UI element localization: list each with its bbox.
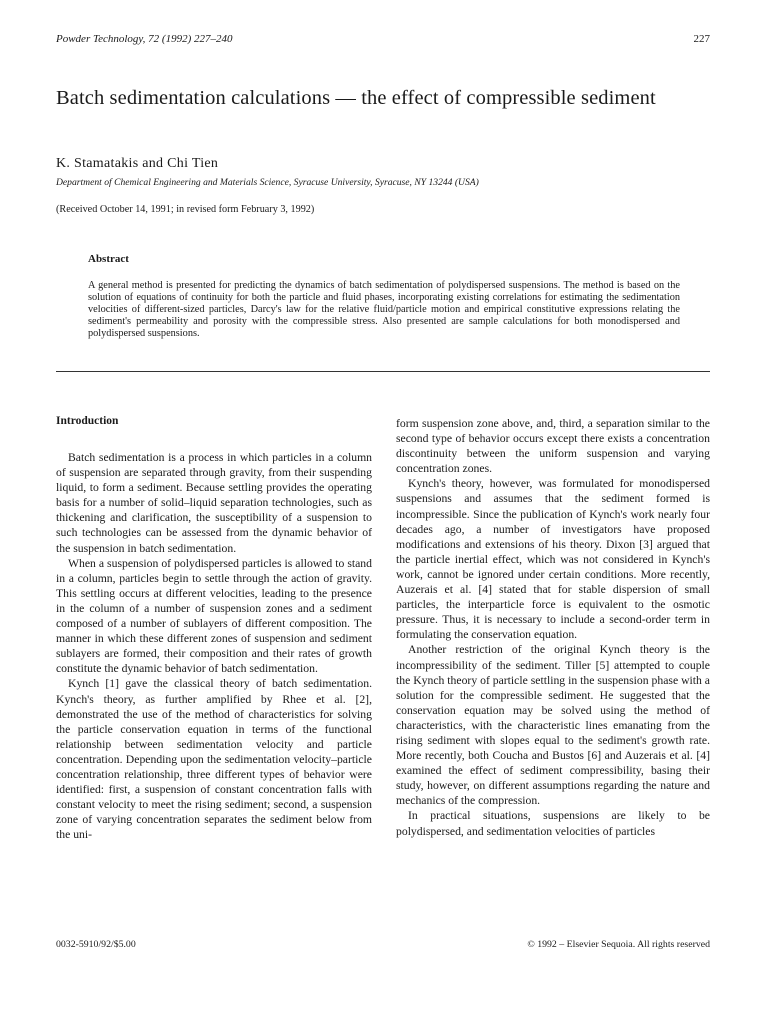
paragraph: When a suspension of polydispersed particles is allowed to stand in a column, particles begin to settle through the action of gravity. This settling occurs at different velocities, leading to the presence in the column of a number of suspension zones and a sediment composed of a number of sublayers of different composition. The manner in which these different zones of suspension and sediment sublayers are formed, their composition and their rates of growth constitute the dynamic behavior of batch sedimentation.	[56, 556, 372, 676]
paragraph: Batch sedimentation is a process in which particles in a column of suspension are separated through gravity, from their suspending liquid, to form a sediment. Because settling provides the operating basis for a number of solid–liquid separation technologies, such as thickening and clarification, the susceptibility of a suspension to such technologies can be assessed from the dynamic behavior of the suspension in batch sedimentation.	[56, 451, 372, 555]
journal-citation: Powder Technology, 72 (1992) 227–240	[56, 33, 233, 45]
received-dates: (Received October 14, 1991; in revised form February 3, 1992)	[56, 204, 315, 215]
abstract-heading: Abstract	[88, 253, 129, 265]
left-column	[56, 450, 372, 842]
section-divider	[56, 371, 710, 372]
right-column	[396, 416, 710, 839]
footer-copyright: © 1992 – Elsevier Sequoia. All rights reserved	[527, 939, 710, 950]
abstract-text: A general method is presented for predicting the dynamics of batch sedimentation of polydispersed suspensions. The method is based on the solution of equations of continuity for both the particle and fluid phases, incorporating existing correlations for estimating the sedimentation velocities of different-sized particles, Darcy's law for the relative fluid/particle motion and empirical constitutive expressions relating the sediment's permeability and porosity with the compressible stress. Also presented are sample calculations for both monodispersed and polydispersed suspensions.	[88, 280, 680, 340]
paragraph: In practical situations, suspensions are likely to be polydispersed, and sedimentation velocities of particles	[396, 809, 710, 838]
paragraph: Kynch's theory, however, was formulated for monodispersed suspensions and assumes that the sediment formed is incompressible. Since the publication of Kynch's work nearly four decades ago, a number of investigators have proposed modifications and extensions of his theory. Dixon [3] argued that the particle inertial effect, which was not considered in Kynch's work, cannot be ignored under certain conditions. More recently, Auzerais et al. [4] stated that for stable dispersion of small particles, the interparticle force is equivalent to the osmotic pressure. Thus, it is necessary to include a second-order term in formulating the conservation equation.	[396, 477, 710, 642]
article-authors: K. Stamatakis and Chi Tien	[56, 156, 219, 171]
article-title: Batch sedimentation calculations — the effect of compressible sediment	[56, 87, 656, 109]
author-affiliation: Department of Chemical Engineering and Materials Science, Syracuse University, Syracuse, NY 13244 (USA)	[56, 177, 479, 188]
introduction-heading: Introduction	[56, 415, 119, 427]
footer-code: 0032-5910/92/$5.00	[56, 939, 136, 950]
paragraph: Another restriction of the original Kynch theory is the incompressibility of the sediment. Tiller [5] attempted to couple the Kynch theory of particle settling in the suspension phase with a solution for the compressible sediment. He suggested that the conservation equation may be solved using the method of characteristics, with the characteristic lines emanating from the rising sediment with slopes equal to the sediment's growth rate. More recently, both Coucha and Bustos [6] and Auzerais et al. [4] examined the effect of sediment compressibility, basing their study, however, on different assumptions regarding the nature and mechanics of the compression.	[396, 643, 710, 808]
running-head	[56, 33, 710, 45]
page-number: 227	[693, 33, 710, 45]
paragraph: Kynch [1] gave the classical theory of batch sedimentation. Kynch's theory, as further amplified by Rhee et al. [2], demonstrated the use of the method of characteristics for solving the particle conservation equation in terms of the functional relationship between sedimentation velocity and particle concentration. Depending upon the sedimentation velocity–particle concentration relationship, three different types of behavior were identified: first, a suspension of constant concentration falls with constant velocity to meet the rising sediment; second, a suspension zone of varying concentration separates the sediment below from the uni-	[56, 677, 372, 842]
paragraph: form suspension zone above, and, third, a separation similar to the second type of behavior occurs except there exists a concentration discontinuity between the uniform suspension and varying concentration zones.	[396, 417, 710, 476]
